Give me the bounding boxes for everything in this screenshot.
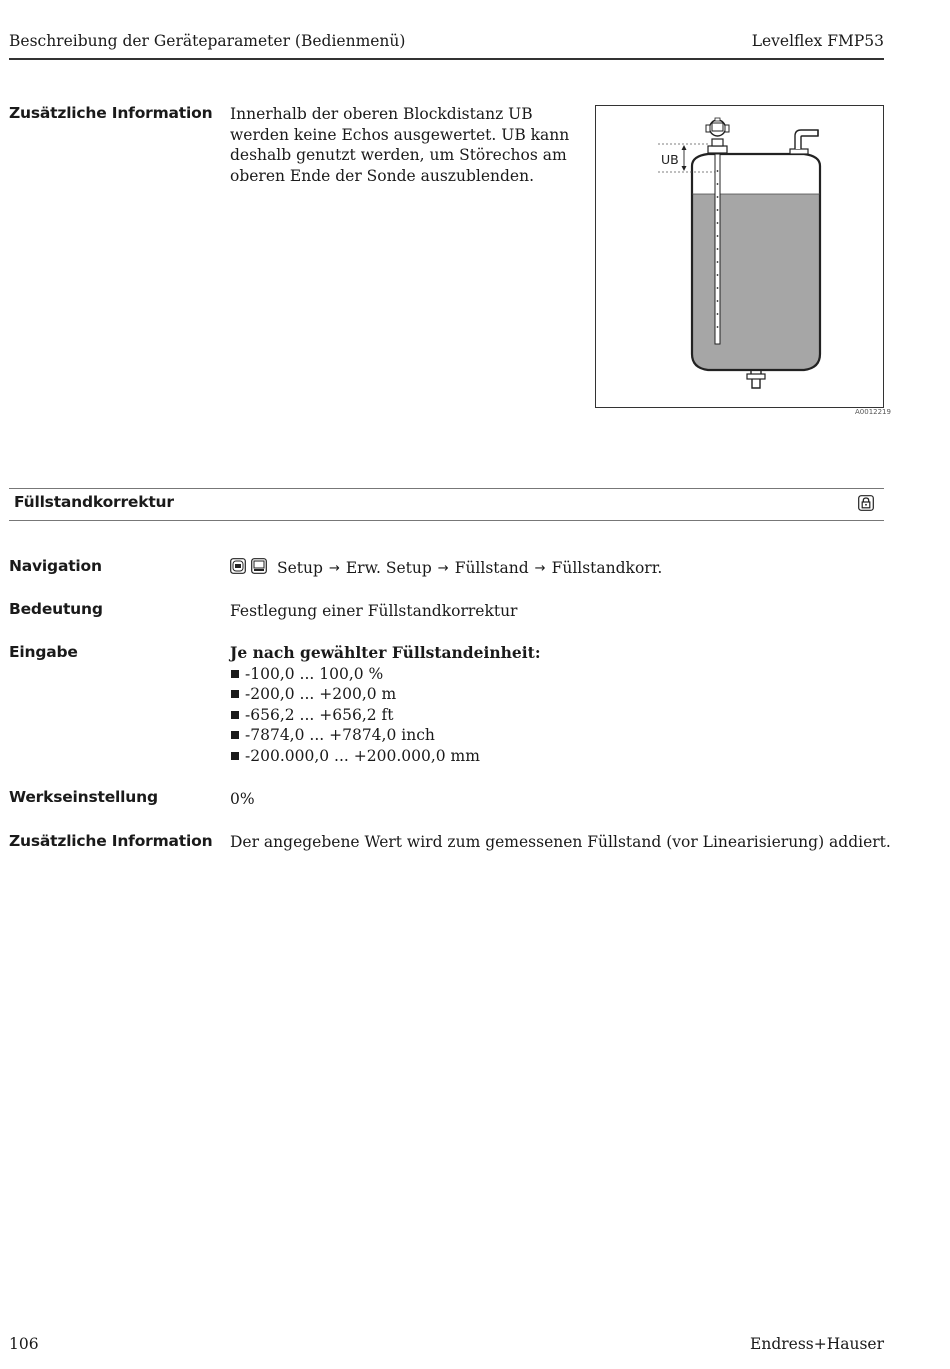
header-title: Beschreibung der Geräteparameter (Bedienmenü) <box>9 32 406 50</box>
list-item-text: -200.000,0 ... +200.000,0 mm <box>245 746 480 765</box>
list-item <box>230 684 541 705</box>
arrow-right-icon: → <box>328 560 340 576</box>
bullet-icon <box>231 731 239 739</box>
header-product: Levelflex FMP53 <box>751 32 884 50</box>
list-item-text: -656,2 ... +656,2 ft <box>245 705 394 724</box>
list-item <box>230 705 541 726</box>
list-item-text: -200,0 ... +200,0 m <box>245 685 397 703</box>
navigation-path <box>230 558 662 578</box>
nozzle-pipe <box>795 130 818 149</box>
navigation-label: Navigation <box>9 557 102 575</box>
section-additional-info-label: Zusätzliche Information <box>9 832 213 850</box>
arrow-right-icon: → <box>437 560 449 576</box>
liquid-fill <box>692 194 820 370</box>
lock-icon <box>858 495 874 515</box>
bedeutung-label: Bedeutung <box>9 600 103 618</box>
section-additional-info-value: Der angegebene Wert wird zum gemessenen Füllstand (vor Linearisierung) addiert. <box>230 833 891 851</box>
tank-diagram <box>596 106 883 407</box>
page-number: 106 <box>9 1335 39 1353</box>
werkseinstellung-value: 0% <box>230 790 255 808</box>
figure-id: A0012219 <box>855 408 891 416</box>
eingabe-values <box>230 643 541 766</box>
operating-keys-icon <box>230 558 246 578</box>
footer-brand: Endress+Hauser <box>750 1335 884 1353</box>
nav-step-erw-setup: Erw. Setup <box>345 559 432 577</box>
bullet-icon <box>231 752 239 760</box>
arrow-right-icon: → <box>534 560 546 576</box>
header-rule <box>9 58 884 60</box>
eingabe-label: Eingabe <box>9 643 78 661</box>
additional-info-label: Zusätzliche Information <box>9 104 213 122</box>
list-item <box>230 725 541 746</box>
list-item-text: -7874,0 ... +7874,0 inch <box>245 726 435 744</box>
list-item <box>230 746 541 767</box>
nav-step-fuellstand: Füllstand <box>454 559 529 577</box>
bullet-icon <box>231 690 239 698</box>
tank-figure <box>595 105 884 408</box>
nav-step-fuellstandkorr: Füllstandkorr. <box>551 559 663 577</box>
additional-info-text: Innerhalb der oberen Blockdistanz UB werden keine Echos ausgewertet. UB kann deshalb genutzt werden, um Störechos am oberen Ende der Sonde auszublenden. <box>230 105 570 185</box>
list-item <box>230 664 541 685</box>
bedeutung-value: Festlegung einer Füllstandkorrektur <box>230 602 518 620</box>
display-icon <box>251 558 267 578</box>
list-item-text: -100,0 ... 100,0 % <box>245 664 384 683</box>
ub-dimension-label: UB <box>661 152 679 167</box>
werkseinstellung-label: Werkseinstellung <box>9 788 158 806</box>
bullet-icon <box>231 670 239 678</box>
section-title: Füllstandkorrektur <box>14 493 174 511</box>
eingabe-heading: Je nach gewählter Füllstandeinheit: <box>230 643 541 662</box>
eingabe-list <box>230 664 541 767</box>
bullet-icon <box>231 711 239 719</box>
nav-step-setup: Setup <box>277 559 323 577</box>
